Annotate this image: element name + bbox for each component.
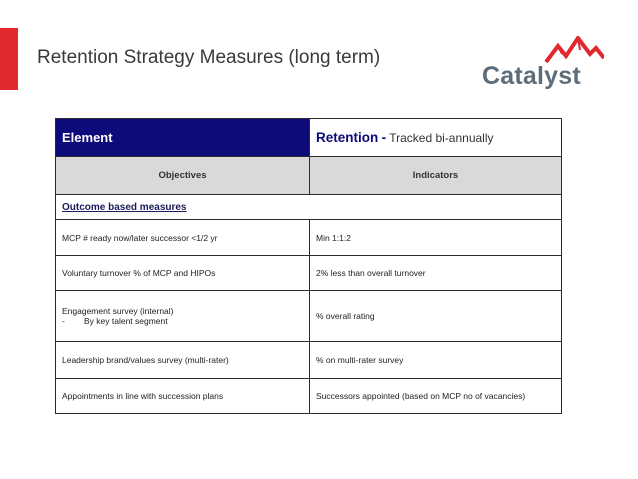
indicator-cell: Successors appointed (based on MCP no of vacancies)	[310, 379, 562, 414]
table-row	[56, 342, 562, 379]
retention-note: Tracked bi-annually	[389, 131, 494, 145]
objective-cell: MCP # ready now/later successor <1/2 yr	[56, 220, 310, 256]
table-subheader-row	[56, 157, 562, 195]
indicator-cell: % overall rating	[310, 291, 562, 342]
retention-measures-table	[55, 118, 562, 414]
element-header: Element	[56, 119, 310, 157]
accent-bar	[0, 28, 18, 90]
logo-text: Catalyst	[482, 62, 581, 90]
table-row	[56, 291, 562, 342]
objective-bullet-line	[62, 316, 303, 326]
slide-title: Retention Strategy Measures (long term)	[37, 47, 381, 68]
section-row	[56, 195, 562, 220]
objective-cell	[56, 291, 310, 342]
objective-text: Engagement survey (internal)	[62, 306, 174, 316]
catalyst-logo	[480, 36, 604, 96]
bullet-marker: -	[62, 316, 65, 326]
objectives-header: Objectives	[56, 157, 310, 195]
retention-label: Retention	[316, 130, 379, 145]
objective-bullet: By key talent segment	[84, 316, 168, 326]
objective-cell: Leadership brand/values survey (multi-rater)	[56, 342, 310, 379]
indicator-cell: 2% less than overall turnover	[310, 256, 562, 291]
section-label: Outcome based measures	[56, 195, 562, 220]
table-header-row	[56, 119, 562, 157]
retention-separator: -	[381, 130, 387, 145]
table-row	[56, 220, 562, 256]
table-row	[56, 256, 562, 291]
objective-cell: Appointments in line with succession plans	[56, 379, 310, 414]
indicator-cell: Min 1:1:2	[310, 220, 562, 256]
retention-header	[310, 119, 562, 157]
indicator-cell: % on multi-rater survey	[310, 342, 562, 379]
table-row	[56, 379, 562, 414]
objective-cell: Voluntary turnover % of MCP and HIPOs	[56, 256, 310, 291]
indicators-header: Indicators	[310, 157, 562, 195]
